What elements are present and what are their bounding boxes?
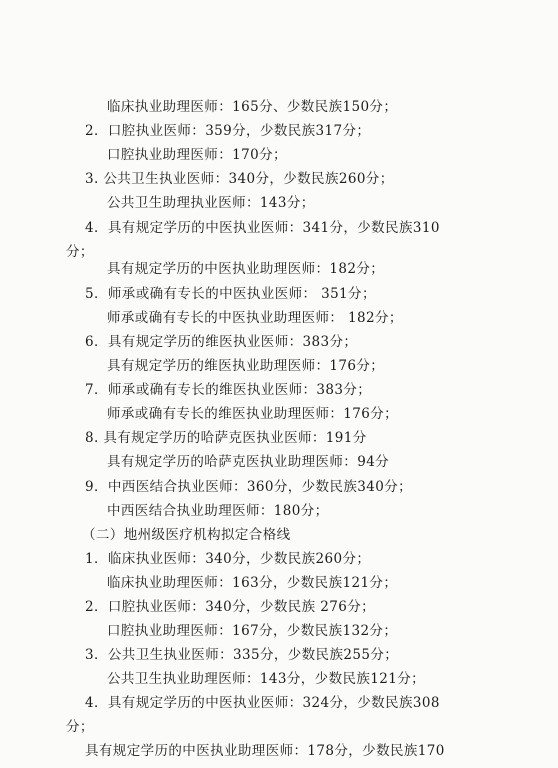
text-line: 3．公共卫生执业医师：335分，少数民族255分； [85, 647, 399, 663]
text-line: 8. 具有规定学历的哈萨克医执业医师：191分 [85, 430, 367, 446]
text-line: 具有规定学历的中医执业助理医师：178分，少数民族170 [85, 743, 445, 759]
text-line: 7．师承或确有专长的维医执业医师：383分； [85, 382, 372, 398]
text-line: 公共卫生执业助理医师：143分，少数民族121分； [107, 671, 426, 687]
text-line: 临床执业助理医师：165分、少数民族150分； [107, 99, 398, 115]
text-line: 4．具有规定学历的中医执业医师：341分，少数民族310 [85, 220, 440, 236]
text-line: 5．师承或确有专长的中医执业医师： 351分； [85, 286, 376, 302]
text-line: 具有规定学历的中医执业助理医师：182分； [107, 261, 385, 277]
text-line: 1．临床执业医师：340分，少数民族260分； [85, 551, 371, 567]
text-line: 临床执业助理医师：163分，少数民族121分； [107, 575, 398, 591]
text-line: 公共卫生助理执业医师：143分； [107, 195, 315, 211]
section-heading: （二）地州级医疗机构拟定合格线 [82, 527, 291, 543]
text-line: 9．中西医结合执业医师：360分，少数民族340分； [85, 479, 413, 495]
text-line: 分； [66, 719, 94, 735]
text-line: 中西医结合执业助理医师：180分； [107, 503, 329, 519]
text-line: 具有规定学历的维医执业助理医师：176分； [107, 358, 385, 374]
text-line: 3. 公共卫生执业医师：340分，少数民族260分； [85, 171, 394, 187]
text-line: 4．具有规定学历的中医执业医师：324分，少数民族308 [85, 695, 440, 711]
text-line: 师承或确有专长的维医执业助理医师：176分； [107, 406, 399, 422]
text-line: 2．口腔执业医师：340分，少数民族 276分； [85, 599, 376, 615]
text-line: 分； [66, 244, 94, 260]
text-line: 2．口腔执业医师：359分，少数民族317分； [85, 123, 371, 139]
text-line: 口腔执业助理医师：167分，少数民族132分； [107, 623, 398, 639]
text-line: 具有规定学历的哈萨克医执业助理医师：94分 [107, 454, 390, 470]
text-line: 师承或确有专长的中医执业助理医师： 182分； [107, 310, 403, 326]
text-line: 6．具有规定学历的维医执业医师：383分； [85, 334, 358, 350]
text-line: 口腔执业助理医师：170分； [107, 147, 287, 163]
